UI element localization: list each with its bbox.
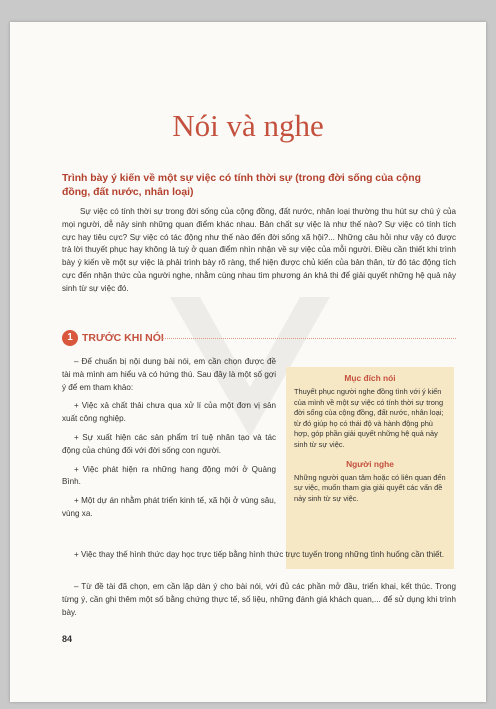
audience-text: Những người quan tâm hoặc có liên quan đến sự việc, muốn tham gia giải quyết các vấn đề nảy sinh từ sự việc. — [294, 472, 446, 503]
paragraph: – Để chuẩn bị nội dung bài nói, em cần chọn được đề tài mà mình am hiểu và có hứng thú. Sau đây là một số gợi ý để em tham khảo: — [62, 357, 276, 392]
page-title: Nói và nghe — [172, 108, 324, 143]
textbook-page — [10, 22, 486, 702]
list-item: + Việc xả chất thải chưa qua xử lí của một đơn vị sản xuất công nghiệp. — [62, 401, 276, 424]
paragraph: – Từ đề tài đã chọn, em cần lập dàn ý cho bài nói, với đủ các phần mở đầu, triển khai, kết thúc. Trong từng ý, cần ghi thêm một số bằng chứng thực tế, số liệu, những đánh giá khách quan,... để sử dụng khi trình bày. — [62, 582, 456, 617]
section-header — [62, 330, 456, 346]
intro-paragraph: Sự việc có tính thời sự trong đời sống của cộng đồng, đất nước, nhân loại thường thu hút sự chú ý của mọi người, dễ nảy sinh những quan điểm khác nhau. Bản chất sự việc là như thế nào? Sự việc có tính tích cực hay tiêu cực? Sự việc có tác động như thế nào đến đời sống xã hội?... Những câu hỏi như vậy có được trả lời thuyết phục hay không là tuỳ ở quan điểm nhìn nhận về sự việc của mỗi người. Điều cần thiết khi trình bày ý kiến về một sự việc là phải trình bày rõ ràng, thể hiện được chủ kiến của bản thân, từ đó tác động tích cực đến nhận thức của người nghe, nhằm cùng nhau tìm phương án khả thi để giải quyết những hệ quả nảy sinh từ sự việc đó. — [62, 207, 456, 293]
left-column — [62, 356, 276, 527]
list-item: + Sự xuất hiện các sản phẩm trí tuệ nhân tạo và tác động của chúng đối với đời sống con người. — [62, 432, 276, 455]
page-number: 84 — [62, 634, 73, 644]
list-item: + Việc thay thế hình thức dạy học trực tiếp bằng hình thức trực tuyến trong những tình huống cần thiết. — [74, 550, 445, 559]
list-item: + Việc phát hiện ra những hang động mới ở Quảng Bình. — [62, 464, 276, 487]
lesson-subtitle: Trình bày ý kiến về một sự việc có tính thời sự (trong đời sống của cộng đồng, đất nước, nhân loại) — [62, 173, 421, 198]
section-divider — [162, 338, 456, 339]
section-title: TRƯỚC KHI NÓI — [82, 332, 164, 344]
audience-heading: Người nghe — [346, 458, 394, 469]
section-number-badge: 1 — [62, 330, 78, 346]
sidebar-box — [286, 367, 454, 569]
purpose-heading: Mục đích nói — [344, 373, 396, 383]
list-item: + Một dự án nhằm phát triển kinh tế, xã hội ở vùng sâu, vùng xa. — [62, 496, 276, 518]
purpose-text: Thuyết phục người nghe đồng tình với ý kiến của mình về một sự việc có tính thời sự trong đời sống của cộng đồng, đất nước, nhân loại; từ đó giúp họ có thái độ và hành động phù hợp, góp phần giải quyết những hệ quả nảy sinh từ sự việc. — [294, 387, 444, 449]
